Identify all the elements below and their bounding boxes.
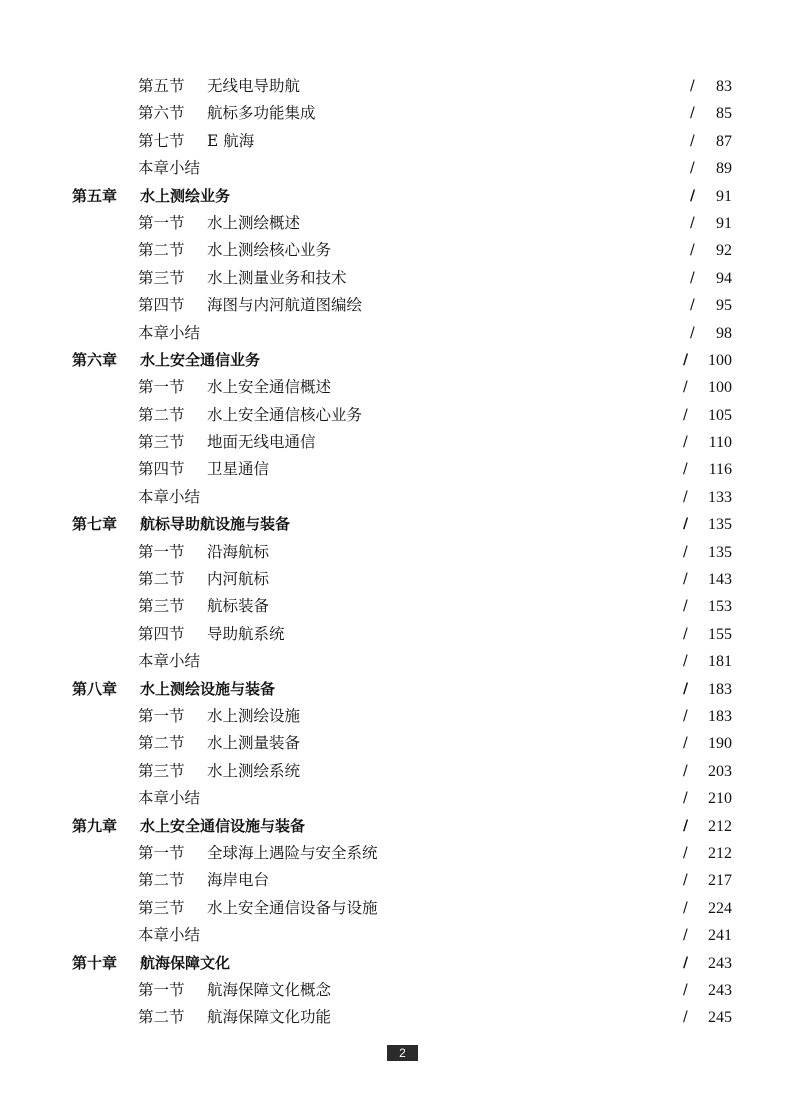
page-ref: 203	[708, 762, 732, 780]
section-title: 无线电导助航	[207, 77, 301, 95]
page-number-badge: 2	[387, 1045, 418, 1061]
toc-entry-section[interactable]	[0, 456, 790, 483]
section-number: 第三节	[138, 433, 185, 452]
section-title: 航标多功能集成	[207, 104, 316, 123]
toc-entry-section[interactable]	[0, 539, 790, 566]
toc-entry-chapter[interactable]	[0, 511, 790, 538]
section-title: 水上安全通信概述	[207, 378, 332, 397]
toc-entry-section[interactable]	[0, 128, 790, 155]
page-separator: /	[683, 790, 688, 807]
toc-entry-section[interactable]	[0, 867, 790, 894]
table-of-contents	[0, 73, 790, 1032]
page-separator: /	[683, 406, 688, 423]
section-title: 海岸电台	[207, 871, 270, 890]
toc-entry-chapter[interactable]	[0, 813, 790, 840]
toc-entry-section[interactable]	[0, 73, 790, 100]
page-ref: 95	[716, 297, 732, 315]
toc-entry-chapter[interactable]	[0, 950, 790, 977]
section-number: 第二节	[138, 570, 185, 589]
section-number: 第四节	[138, 624, 185, 643]
toc-entry-section[interactable]	[0, 237, 790, 264]
page-ref: 94	[716, 269, 732, 287]
chapter-title: 水上安全通信设施与装备	[140, 816, 306, 835]
section-title: 水上测绘概述	[207, 213, 301, 232]
section-title: 水上测绘核心业务	[207, 241, 332, 260]
page-separator: /	[683, 817, 689, 834]
toc-entry-section[interactable]	[0, 703, 790, 730]
section-number: 第一节	[138, 706, 185, 725]
page-separator: /	[690, 160, 695, 177]
page-separator: /	[683, 543, 688, 560]
toc-entry-section[interactable]	[0, 621, 790, 648]
page-separator: /	[683, 516, 689, 533]
page-separator: /	[683, 735, 688, 752]
page-separator: /	[683, 1009, 688, 1026]
section-number: 第一节	[138, 843, 185, 862]
section-title: 航标装备	[207, 597, 270, 616]
page-separator: /	[683, 981, 688, 998]
chapter-title: 水上测绘业务	[140, 186, 231, 205]
page-separator: /	[690, 324, 695, 341]
page-separator: /	[683, 680, 689, 697]
section-number: 第三节	[138, 268, 185, 287]
section-title: 导助航系统	[207, 624, 285, 643]
section-number: 第二节	[138, 871, 185, 890]
chapter-title: 航标导助航设施与装备	[140, 515, 291, 534]
page-separator: /	[690, 105, 695, 122]
section-title: 航海保障文化功能	[207, 1008, 332, 1027]
page-separator: /	[683, 434, 688, 451]
section-title: 卫星通信	[207, 460, 270, 479]
chapter-number: 第七章	[72, 515, 118, 534]
section-number: 第一节	[138, 213, 185, 232]
summary-title: 本章小结	[138, 159, 201, 178]
page-ref: 100	[708, 379, 732, 397]
page-ref: 85	[716, 105, 732, 123]
page-ref: 105	[708, 406, 732, 424]
page-ref: 110	[708, 434, 732, 452]
page-ref: 100	[708, 351, 732, 369]
page-separator: /	[683, 488, 688, 505]
page-separator: /	[683, 927, 688, 944]
toc-entry-chapter[interactable]	[0, 676, 790, 703]
page-separator: /	[683, 899, 688, 916]
summary-title: 本章小结	[138, 487, 201, 506]
page-separator: /	[683, 653, 688, 670]
chapter-number: 第五章	[72, 186, 118, 205]
section-number: 第三节	[138, 898, 185, 917]
page-ref: 224	[708, 899, 732, 917]
chapter-title: 水上测绘设施与装备	[140, 679, 276, 698]
page-separator: /	[683, 461, 688, 478]
summary-title: 本章小结	[138, 323, 201, 342]
page-separator: /	[683, 762, 688, 779]
page-separator: /	[683, 379, 688, 396]
section-number: 第三节	[138, 761, 185, 780]
page-ref: 83	[716, 78, 732, 95]
section-number: 第三节	[138, 597, 185, 616]
section-title: 水上测绘设施	[207, 706, 301, 725]
page-separator: /	[683, 872, 688, 889]
section-title: 水上测绘系统	[207, 761, 301, 780]
toc-entry-section[interactable]	[0, 374, 790, 401]
toc-entry-section[interactable]	[0, 895, 790, 922]
section-number: 第七节	[138, 131, 185, 150]
toc-entry-section[interactable]	[0, 840, 790, 867]
page-ref: 92	[716, 242, 732, 260]
section-title: 水上测量装备	[207, 734, 301, 753]
page-separator: /	[690, 269, 695, 286]
toc-entry-summary[interactable]	[0, 648, 790, 675]
page-separator: /	[683, 351, 689, 368]
toc-entry-summary[interactable]	[0, 785, 790, 812]
toc-entry-section[interactable]	[0, 210, 790, 237]
section-title: 沿海航标	[207, 542, 270, 561]
toc-entry-section[interactable]	[0, 730, 790, 757]
toc-entry-section[interactable]	[0, 566, 790, 593]
toc-entry-section[interactable]	[0, 758, 790, 785]
toc-entry-section[interactable]	[0, 100, 790, 127]
chapter-title: 航海保障文化	[140, 953, 231, 972]
toc-entry-section[interactable]	[0, 292, 790, 319]
page-ref: 89	[716, 160, 732, 178]
page-ref: 212	[708, 844, 732, 862]
page-ref: 217	[708, 872, 732, 890]
page-ref: 181	[708, 653, 732, 671]
page-ref: 243	[708, 954, 732, 972]
page-separator: /	[690, 242, 695, 259]
page-separator: /	[683, 625, 688, 642]
section-number: 第四节	[138, 296, 185, 315]
toc-entry-summary[interactable]	[0, 155, 790, 182]
page-ref: 210	[708, 790, 732, 808]
page-ref: 91	[716, 187, 732, 205]
section-number: 第一节	[138, 378, 185, 397]
chapter-number: 第十章	[72, 953, 118, 972]
page-ref: 190	[708, 735, 732, 753]
toc-entry-section[interactable]	[0, 593, 790, 620]
section-number: 第六节	[138, 104, 185, 123]
page-separator: /	[690, 297, 695, 314]
toc-entry-summary[interactable]	[0, 922, 790, 949]
section-title: E 航海	[207, 131, 255, 150]
section-number: 第五节	[138, 77, 185, 95]
page-ref: 98	[716, 324, 732, 342]
page-ref: 133	[708, 488, 732, 506]
page-ref: 116	[708, 461, 732, 479]
section-title: 内河航标	[207, 570, 270, 589]
page-separator: /	[690, 132, 695, 149]
section-title: 全球海上遇险与安全系统	[207, 843, 378, 862]
page-ref: 183	[708, 680, 732, 698]
page-separator: /	[690, 187, 696, 204]
page-separator: /	[683, 954, 689, 971]
page-ref: 245	[708, 1009, 732, 1027]
summary-title: 本章小结	[138, 789, 201, 808]
section-number: 第二节	[138, 734, 185, 753]
summary-title: 本章小结	[138, 652, 201, 671]
section-number: 第二节	[138, 1008, 185, 1027]
chapter-number: 第六章	[72, 350, 118, 369]
toc-entry-summary[interactable]	[0, 320, 790, 347]
section-title: 航海保障文化概念	[207, 980, 332, 999]
section-number: 第一节	[138, 542, 185, 561]
summary-title: 本章小结	[138, 926, 201, 945]
page-separator: /	[690, 78, 695, 94]
section-title: 地面无线电通信	[207, 433, 316, 452]
toc-entry-section[interactable]	[0, 977, 790, 1004]
page-separator: /	[683, 598, 688, 615]
chapter-number: 第八章	[72, 679, 118, 698]
toc-entry-section[interactable]	[0, 1004, 790, 1031]
page-separator: /	[683, 707, 688, 724]
chapter-title: 水上安全通信业务	[140, 350, 261, 369]
chapter-number: 第九章	[72, 816, 118, 835]
section-title: 水上安全通信设备与设施	[207, 898, 378, 917]
page-ref: 135	[708, 516, 732, 534]
section-title: 水上测量业务和技术	[207, 268, 347, 287]
page-separator: /	[690, 214, 695, 231]
toc-entry-summary[interactable]	[0, 484, 790, 511]
section-number: 第二节	[138, 405, 185, 424]
section-title: 海图与内河航道图编绘	[207, 296, 363, 315]
page-ref: 153	[708, 598, 732, 616]
page-separator: /	[683, 844, 688, 861]
page-ref: 143	[708, 571, 732, 589]
page-ref: 183	[708, 707, 732, 725]
toc-entry-section[interactable]	[0, 402, 790, 429]
page-ref: 243	[708, 981, 732, 999]
toc-entry-chapter[interactable]	[0, 183, 790, 210]
page-separator: /	[683, 571, 688, 588]
page-ref: 91	[716, 214, 732, 232]
toc-entry-chapter[interactable]	[0, 347, 790, 374]
section-title: 水上安全通信核心业务	[207, 405, 363, 424]
page-ref: 87	[716, 132, 732, 150]
toc-entry-section[interactable]	[0, 265, 790, 292]
page-ref: 135	[708, 543, 732, 561]
page-ref: 241	[708, 927, 732, 945]
page-ref: 212	[708, 817, 732, 835]
toc-entry-section[interactable]	[0, 429, 790, 456]
section-number: 第二节	[138, 241, 185, 260]
section-number: 第四节	[138, 460, 185, 479]
page-ref: 155	[708, 625, 732, 643]
section-number: 第一节	[138, 980, 185, 999]
